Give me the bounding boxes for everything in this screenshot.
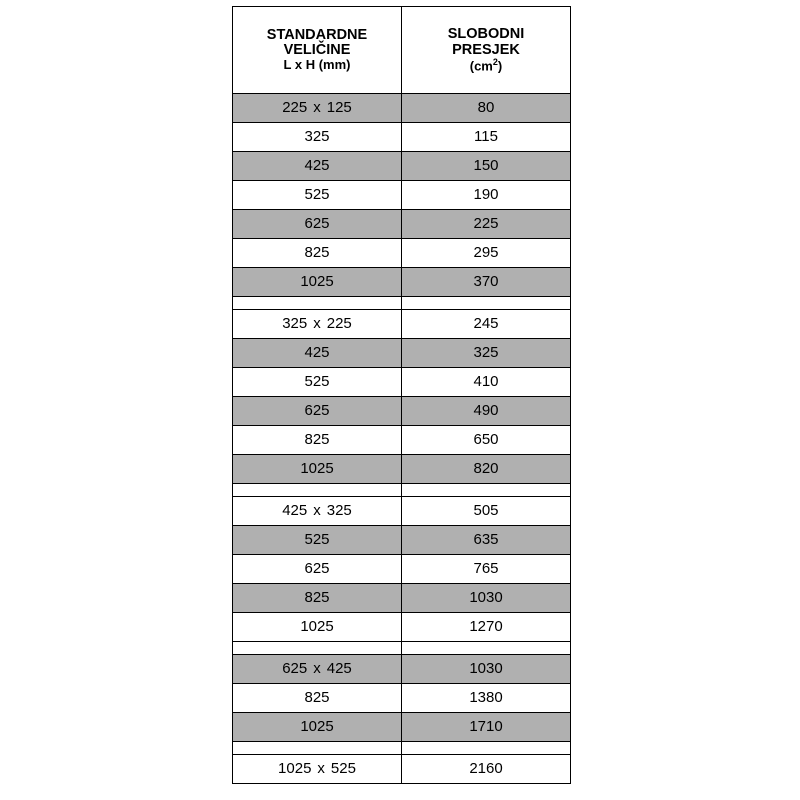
cell-standard-size: [233, 655, 402, 684]
cell-free-cross-section: 190: [402, 181, 571, 210]
size-length: 625: [282, 660, 308, 678]
table-row: [233, 210, 571, 239]
size-length: 1025: [300, 273, 334, 291]
table-body: [233, 94, 571, 784]
cell-free-cross-section: 1270: [402, 613, 571, 642]
size-length: 625: [304, 215, 330, 233]
size-height: 225: [326, 315, 352, 333]
size-height: 325: [326, 502, 352, 520]
cell-free-cross-section: 765: [402, 555, 571, 584]
table-row: [233, 584, 571, 613]
size-length: 525: [304, 531, 330, 549]
table-row: [233, 123, 571, 152]
size-length: 1025: [300, 718, 334, 736]
cell-free-cross-section: 325: [402, 339, 571, 368]
table-row: [233, 239, 571, 268]
table-block-separator: [233, 642, 571, 655]
cell-free-cross-section: 1030: [402, 584, 571, 613]
size-length: 425: [282, 502, 308, 520]
separator-cell: [233, 484, 402, 497]
table-header: [233, 7, 571, 94]
separator-cell: [402, 484, 571, 497]
cell-standard-size: [233, 94, 402, 123]
table-row: [233, 755, 571, 784]
cell-standard-size: [233, 684, 402, 713]
cell-standard-size: [233, 310, 402, 339]
header-cell-sizes: [233, 7, 402, 94]
cell-standard-size: [233, 584, 402, 613]
cell-standard-size: [233, 268, 402, 297]
separator-cell: [233, 742, 402, 755]
table-row: [233, 655, 571, 684]
cell-free-cross-section: 295: [402, 239, 571, 268]
size-length: 425: [304, 157, 330, 175]
cell-standard-size: [233, 368, 402, 397]
size-height: 425: [326, 660, 352, 678]
size-separator: x: [313, 99, 321, 117]
table-row: [233, 181, 571, 210]
cell-free-cross-section: 820: [402, 455, 571, 484]
size-length: 1025: [300, 460, 334, 478]
cell-free-cross-section: 490: [402, 397, 571, 426]
cell-free-cross-section: 115: [402, 123, 571, 152]
size-length: 1025: [300, 618, 334, 636]
table-row: [233, 526, 571, 555]
cell-free-cross-section: 150: [402, 152, 571, 181]
cell-free-cross-section: 410: [402, 368, 571, 397]
cell-free-cross-section: 225: [402, 210, 571, 239]
table-row: [233, 555, 571, 584]
separator-cell: [402, 642, 571, 655]
cell-free-cross-section: 1380: [402, 684, 571, 713]
header-area-line3: [404, 58, 568, 73]
size-length: 625: [304, 560, 330, 578]
cell-free-cross-section: 650: [402, 426, 571, 455]
cell-free-cross-section: 1030: [402, 655, 571, 684]
spec-table-container: [232, 6, 570, 784]
size-length: 625: [304, 402, 330, 420]
cell-standard-size: [233, 755, 402, 784]
size-length: 825: [304, 689, 330, 707]
header-sizes-line2: VELIČINE: [283, 42, 351, 59]
size-length: 525: [304, 186, 330, 204]
cell-free-cross-section: 505: [402, 497, 571, 526]
size-height: 525: [330, 760, 356, 778]
table-row: [233, 455, 571, 484]
table-row: [233, 497, 571, 526]
cell-standard-size: [233, 123, 402, 152]
cell-standard-size: [233, 181, 402, 210]
table-block-separator: [233, 742, 571, 755]
size-length: 225: [282, 99, 308, 117]
table-row: [233, 152, 571, 181]
header-area-unit-open: (cm: [469, 58, 493, 74]
size-length: 525: [304, 373, 330, 391]
header-row: [233, 7, 571, 94]
cell-standard-size: [233, 210, 402, 239]
size-length: 825: [304, 431, 330, 449]
standard-sizes-table: [232, 6, 571, 784]
header-area-exponent: 2: [492, 56, 498, 67]
separator-cell: [402, 742, 571, 755]
cell-free-cross-section: 245: [402, 310, 571, 339]
header-area-line1: SLOBODNI: [447, 26, 525, 43]
header-sizes-line3: L x H (mm): [283, 57, 351, 73]
separator-cell: [233, 642, 402, 655]
cell-standard-size: [233, 455, 402, 484]
cell-standard-size: [233, 713, 402, 742]
size-height: 125: [326, 99, 352, 117]
cell-standard-size: [233, 152, 402, 181]
cell-free-cross-section: 1710: [402, 713, 571, 742]
header-cell-area: [402, 7, 571, 94]
size-length: 325: [282, 315, 308, 333]
size-separator: x: [317, 760, 325, 778]
cell-free-cross-section: 370: [402, 268, 571, 297]
table-row: [233, 426, 571, 455]
table-row: [233, 268, 571, 297]
header-area-unit-close: ): [497, 58, 503, 74]
cell-standard-size: [233, 339, 402, 368]
cell-free-cross-section: 635: [402, 526, 571, 555]
separator-cell: [402, 297, 571, 310]
size-length: 825: [304, 589, 330, 607]
header-sizes-line1: STANDARDNE: [266, 26, 368, 43]
table-row: [233, 713, 571, 742]
table-block-separator: [233, 297, 571, 310]
size-length: 1025: [278, 760, 312, 778]
header-area-line2: PRESJEK: [452, 41, 520, 58]
cell-free-cross-section: 80: [402, 94, 571, 123]
table-row: [233, 94, 571, 123]
cell-standard-size: [233, 526, 402, 555]
table-row: [233, 339, 571, 368]
cell-standard-size: [233, 426, 402, 455]
table-row: [233, 684, 571, 713]
separator-cell: [233, 297, 402, 310]
cell-free-cross-section: 2160: [402, 755, 571, 784]
size-separator: x: [313, 502, 321, 520]
cell-standard-size: [233, 613, 402, 642]
table-row: [233, 368, 571, 397]
size-length: 825: [304, 244, 330, 262]
cell-standard-size: [233, 497, 402, 526]
size-separator: x: [313, 660, 321, 678]
table-row: [233, 397, 571, 426]
table-block-separator: [233, 484, 571, 497]
size-length: 325: [304, 128, 330, 146]
cell-standard-size: [233, 555, 402, 584]
cell-standard-size: [233, 397, 402, 426]
table-row: [233, 613, 571, 642]
size-separator: x: [313, 315, 321, 333]
size-length: 425: [304, 344, 330, 362]
table-row: [233, 310, 571, 339]
cell-standard-size: [233, 239, 402, 268]
